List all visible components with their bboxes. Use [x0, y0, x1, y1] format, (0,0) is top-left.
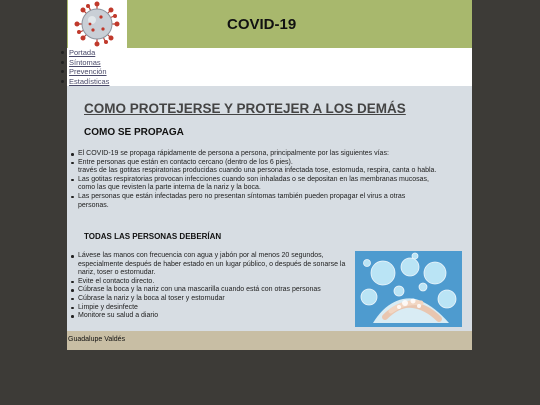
list-item: Limpie y desinfecte: [67, 304, 352, 313]
coronavirus-icon: [68, 0, 127, 48]
list-item: El COVID-19 se propaga rápidamente de persona a persona, principalmente por las siguientes vías:: [67, 150, 437, 159]
nav-item-portada: [67, 48, 472, 58]
list-item: Las personas que están infectadas pero no presentan síntomas también pueden propagar el virus a otras personas.: [67, 193, 437, 210]
list-item: Evite el contacto directo.: [67, 278, 352, 287]
site-title: COVID-19: [227, 16, 297, 33]
nav-item-prevencion: [67, 67, 472, 77]
nav-link-prevencion[interactable]: Prevención: [69, 67, 107, 76]
nav-item-sintomas: [67, 58, 472, 68]
list-item: Lávese las manos con frecuencia con agua y jabón por al menos 20 segundos, especialmente después de haber estado en un lugar público, o después de sonarse la nariz, toser o estornudar.: [67, 252, 352, 278]
page: [67, 0, 472, 350]
prevention-list: [67, 252, 352, 321]
handwashing-icon: [355, 251, 462, 327]
list-item: Las gotitas respiratorias provocan infecciones cuando son inhaladas o se depositan en las membranas mucosas, como las que revisten la parte interna de la nariz y la boca.: [67, 176, 437, 193]
section-heading-spread: COMO SE PROPAGA: [84, 127, 184, 138]
header: [67, 0, 472, 48]
list-item: Cúbrase la nariz y la boca al toser y estornudar: [67, 295, 352, 304]
nav-item-estadisticas: [67, 77, 472, 87]
main-nav: [67, 48, 472, 86]
section-heading-everyone: TODAS LAS PERSONAS DEBERÍAN: [84, 232, 222, 241]
footer-author: Guadalupe Valdés: [68, 336, 126, 343]
list-item: Entre personas que están en contacto cercano (dentro de los 6 pies). través de las gotitas respiratorias producidas cuando una persona infectada tose, estornuda, respira, canta o habla.: [67, 159, 437, 176]
nav-link-portada[interactable]: Portada: [69, 48, 96, 57]
list-item: Monitore su salud a diario: [67, 312, 352, 321]
footer: [67, 331, 472, 350]
list-item: Cúbrase la boca y la nariz con una mascarilla cuando está con otras personas: [67, 286, 352, 295]
spread-list: [67, 150, 437, 210]
page-heading: COMO PROTEJERSE Y PROTEJER A LOS DEMÁS: [84, 101, 406, 116]
nav-link-sintomas[interactable]: Síntomas: [69, 57, 101, 67]
nav-link-estadisticas[interactable]: Estadísticas: [69, 76, 110, 86]
